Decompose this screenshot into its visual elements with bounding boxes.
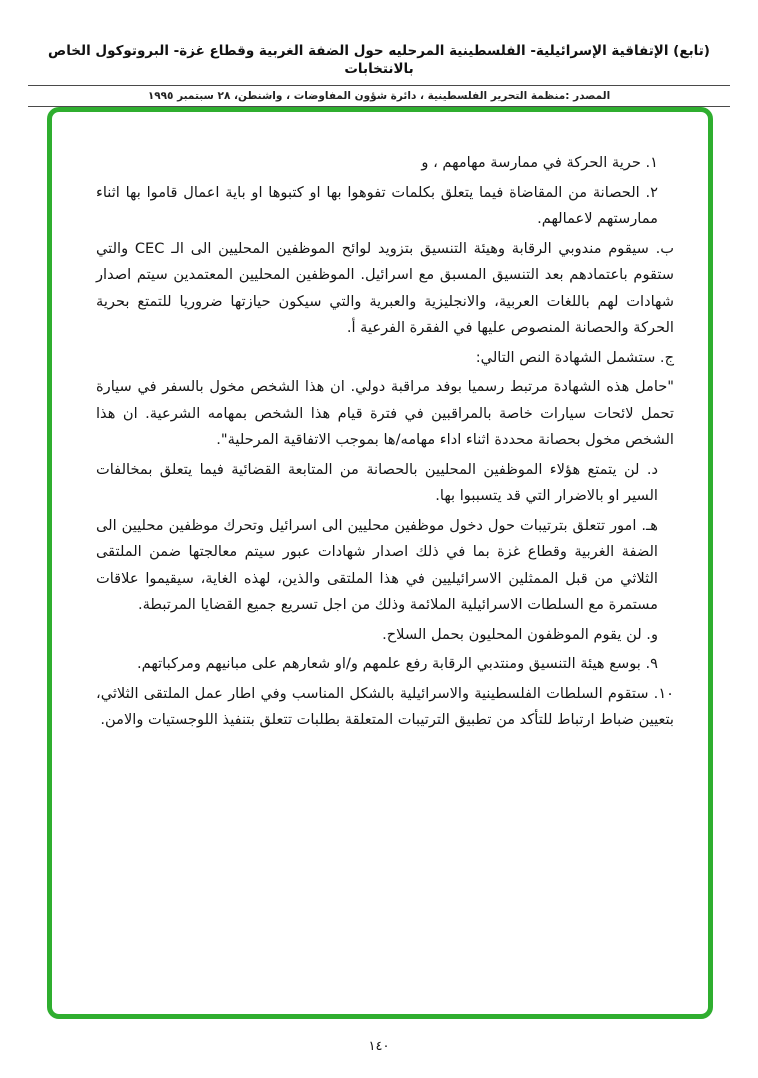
paragraph: "حامل هذه الشهادة مرتبط رسميا بوفد مراقبة دولي. ان هذا الشخص مخول بالسفر في سيارة تحمل لائحات سيارات خاصة بالمراقبين في فترة قيام هذا الشخص بمهامه الشرعية. ان هذا الشخص مخول بحصانة محددة اثناء اداء مهامه/ها بموجب الاتفاقية المرحلية". — [96, 378, 674, 448]
paragraph: د. لن يتمتع هؤلاء الموظفين المحليين بالحصانة من المتابعة القضائية فيما يتعلق بمخالفات السير او بالاضرار التي قد يتسببوا بها. — [96, 460, 658, 504]
paragraph: هـ. امور تتعلق بترتيبات حول دخول موظفين محليين الى اسرائيل وتحرك موظفين محليين الى الضفة الغربية وقطاع غزة بما في ذلك اصدار شهادات عبور سيتم معالجتها ضمن الملتقى الثلاثي من قبل الممثلين الاسرائيليين في هذا الملتقى والذين، لهذه الغاية، سيقيموا علاقات مستمرة مع السلطات الاسرائيلية الملائمة وذلك من اجل تسريع جميع القضايا المرتبطة. — [96, 516, 658, 613]
paragraph: ٩. بوسع هيئة التنسيق ومنتدبي الرقابة رفع علمهم و/او شعارهم على مبانيهم ومركباتهم. — [137, 655, 658, 672]
page-header — [0, 0, 758, 107]
paragraph: و. لن يقوم الموظفون المحليون بحمل السلاح. — [382, 625, 658, 643]
document-title: (تابع) الإتفاقية الإسرائيلية- الفلسطينية المرحليه حول الضفة الغربية وقطاع غزة- البروتوكول الخاص بالانتخابات — [48, 43, 710, 77]
paragraph: ١. حرية الحركة في ممارسة مهامهم ، و — [421, 154, 658, 171]
page-number: ١٤٠ — [368, 1039, 390, 1054]
source-line: المصدر :منظمة التحرير الفلسطينية ، دائرة شؤون المفاوضات ، واشنطن، ٢٨ سبتمبر ١٩٩٥ — [147, 90, 611, 102]
content-frame — [47, 107, 713, 1019]
paragraph: ٢. الحصانة من المقاضاة فيما يتعلق بكلمات تفوهوا بها او كتبوها او باية اعمال قاموا بها اثناء ممارستهم لاعمالهم. — [96, 183, 658, 227]
paragraph: ١٠. ستقوم السلطات الفلسطينية والاسرائيلية بالشكل المناسب وفي اطار عمل الملتقى الثلاثي، بتعيين ضباط ارتباط للتأكد من تطبيق الترتيبات المتعلقة بطلبات تتعلق بتنفيذ اللوجستيات والامن. — [96, 684, 674, 728]
paragraph: ج. ستشمل الشهادة النص التالي: — [475, 348, 674, 366]
paragraph: ب. سيقوم مندوبي الرقابة وهيئة التنسيق بتزويد لوائح الموظفين المحليين الى الـ CEC والتي ستقوم باعتمادهم بعد التنسيق المسبق مع اسرائيل. الموظفين المحليين المعتمدين سيتم اصدار شهادات لهم باللغات العربية، والانجليزية والعبرية والتي سيكون حيازتها ضروريا للتمتع بحرية الحركة والحصانة المنصوص عليها في الفقرة الفرعية أ. — [96, 239, 674, 336]
